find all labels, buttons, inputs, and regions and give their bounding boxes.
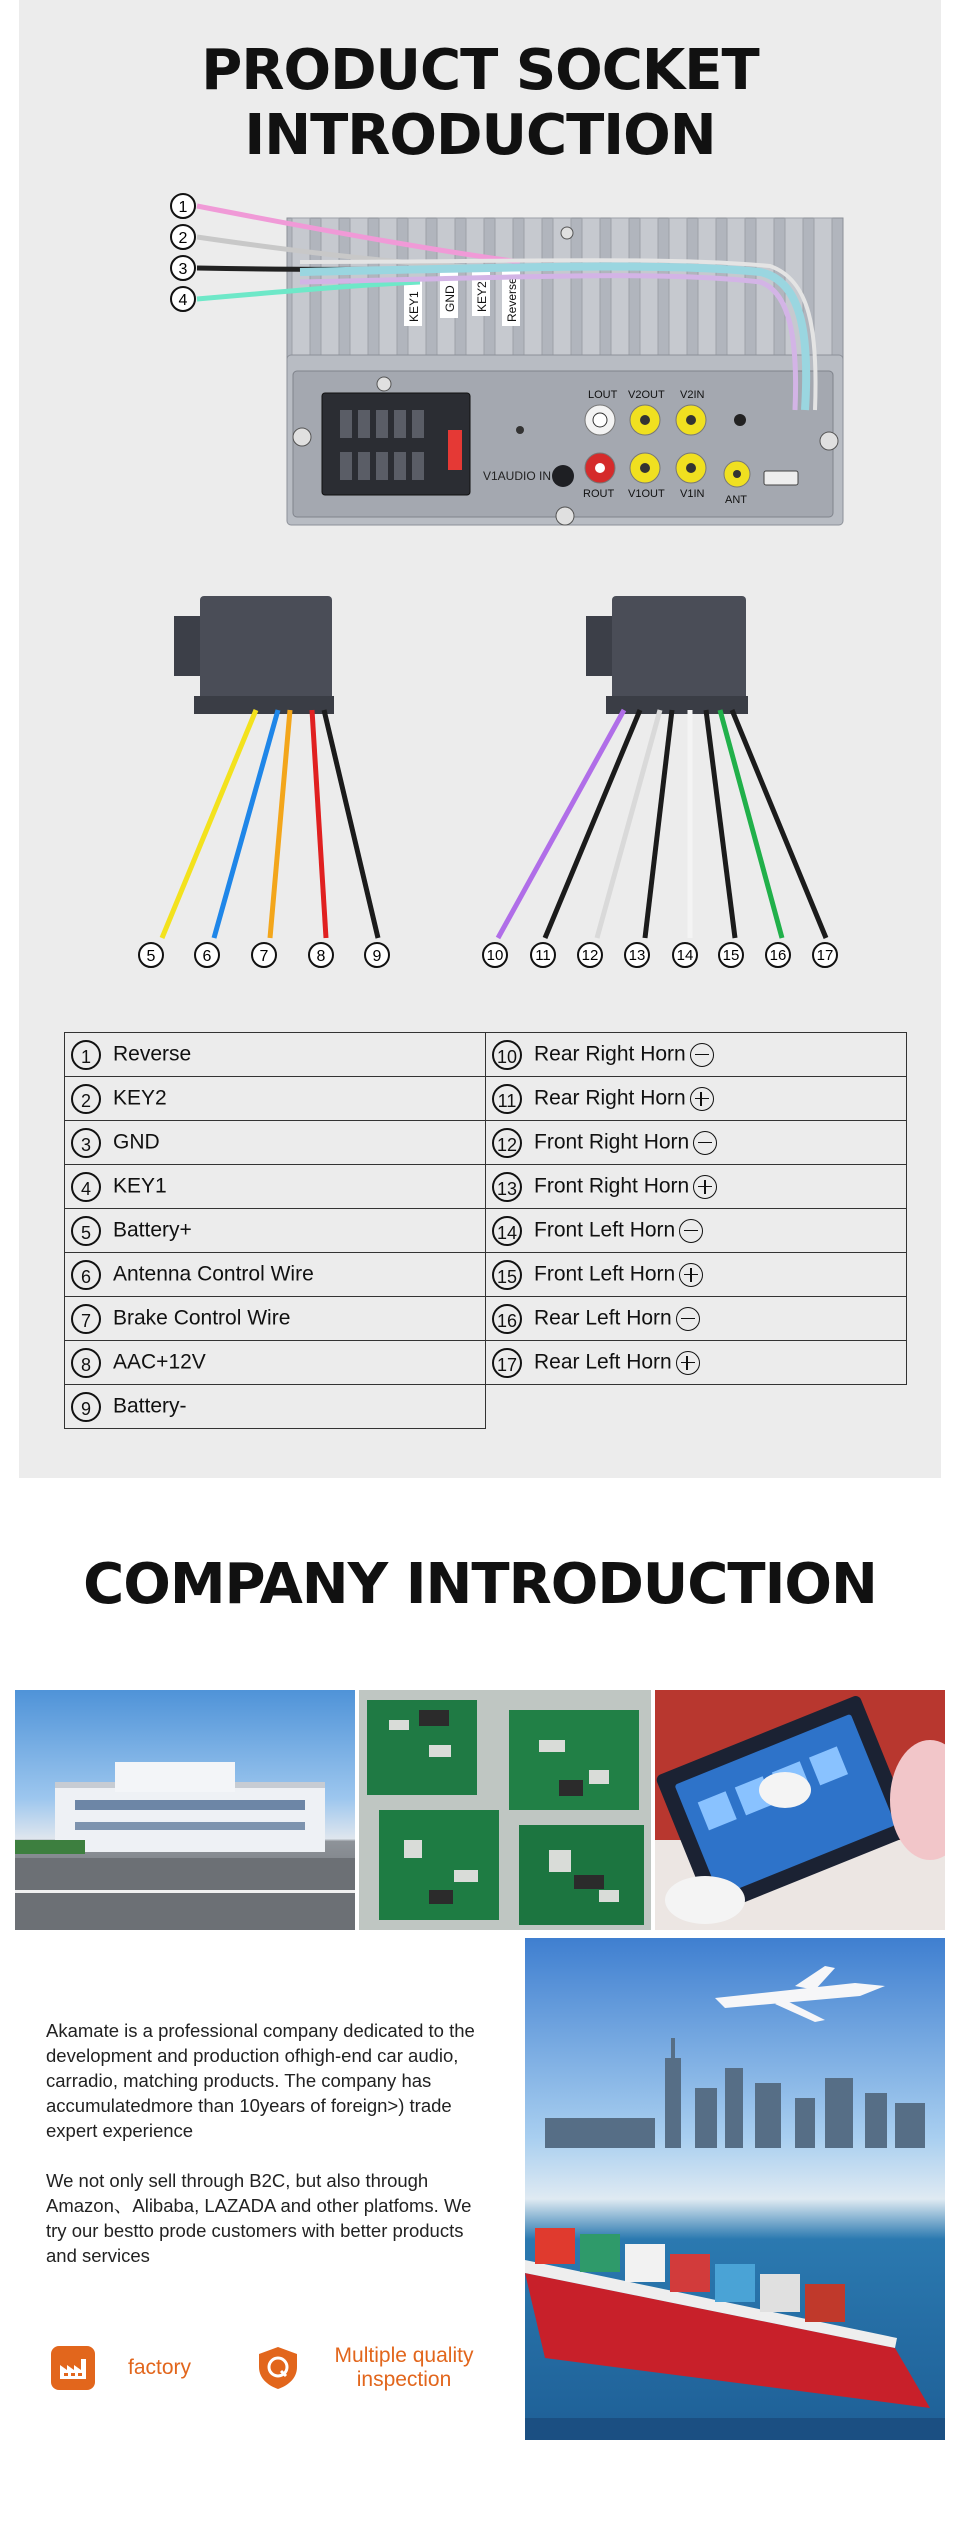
- socket-pin: [376, 452, 388, 480]
- marker-17: 17: [816, 947, 834, 964]
- pin-label: Front Right Horn: [534, 1174, 690, 1198]
- head-unit-diagram: [0, 0, 960, 560]
- label-lout: LOUT: [588, 389, 618, 401]
- pin-label: AAC+12V: [113, 1350, 206, 1374]
- empty-cell: [486, 1385, 907, 1429]
- heatsink-fin: [582, 218, 600, 358]
- table-row: [65, 1033, 907, 1077]
- company-description-1: Akamate is a professional company dedicated to the development and production ofhigh-end car audio, carradio, matching products. The company has accumulatedmore than 10years of foreign>) trade expert experience: [46, 2020, 475, 2141]
- pin-cell: [486, 1165, 907, 1209]
- pin-label: KEY2: [113, 1086, 167, 1110]
- minus-icon: [679, 1219, 703, 1243]
- socket-pin: [394, 410, 406, 438]
- top-markers: [171, 194, 195, 311]
- marker-5: 5: [146, 948, 156, 965]
- marker-12: 12: [581, 947, 599, 964]
- pin-number: 9: [71, 1392, 101, 1422]
- label-v2in: V2IN: [680, 389, 705, 401]
- table-row: [65, 1165, 907, 1209]
- pin-cell: [486, 1253, 907, 1297]
- feature-label: Multiple quality inspection: [334, 2344, 474, 2391]
- pin-label: Rear Left Horn: [534, 1306, 672, 1330]
- socket-pin: [376, 410, 388, 438]
- heatsink-fin: [814, 218, 832, 358]
- table-row: [65, 1121, 907, 1165]
- company-description-2: We not only sell through B2C, but also through Amazon、Alibaba, LAZADA and other platfoms. We try our bestto prode customers with better products and services: [46, 2170, 472, 2266]
- marker-14: 14: [676, 947, 694, 964]
- socket-pin: [358, 452, 370, 480]
- socket-pin: [394, 452, 406, 480]
- pin-cell: [486, 1077, 907, 1121]
- feature-label: factory: [128, 2356, 192, 2379]
- left-markers: [139, 943, 389, 967]
- label-rout: ROUT: [583, 488, 615, 500]
- table-row: [65, 1253, 907, 1297]
- pin-number: 8: [71, 1348, 101, 1378]
- minus-icon: [690, 1043, 714, 1067]
- harness-diagram: [0, 560, 960, 1000]
- label-ant: ANT: [725, 494, 747, 506]
- pin-label: Rear Right Horn: [534, 1042, 686, 1066]
- pin-label: KEY1: [113, 1174, 167, 1198]
- pin-number: 16: [492, 1304, 522, 1334]
- heatsink-fin: [727, 218, 745, 358]
- pin-number: 10: [492, 1040, 522, 1070]
- table-row: [65, 1297, 907, 1341]
- pin-label: Front Left Horn: [534, 1262, 676, 1286]
- label-v1audio: V1AUDIO IN: [483, 469, 552, 483]
- shipping-city-photo: [525, 1938, 945, 2440]
- company-section-title: COMPANY INTRODUCTION: [83, 1552, 877, 1617]
- pin-cell: [486, 1121, 907, 1165]
- marker-1: 1: [178, 199, 188, 216]
- label-gnd: GND: [443, 285, 457, 312]
- table-row: [65, 1209, 907, 1253]
- left-wires: [162, 710, 378, 938]
- marker-2: 2: [178, 230, 188, 247]
- pin-label: Rear Left Horn: [534, 1350, 672, 1374]
- socket-pin: [412, 410, 424, 438]
- marker-10: 10: [486, 947, 504, 964]
- label-reverse: Reverse: [505, 277, 519, 322]
- pin-label: Battery+: [113, 1218, 192, 1242]
- pin-cell: [486, 1209, 907, 1253]
- pin-label: Rear Right Horn: [534, 1086, 686, 1110]
- pin-number: 11: [492, 1084, 522, 1114]
- marker-16: 16: [769, 947, 787, 964]
- right-wires: [498, 710, 826, 938]
- pin-number: 3: [71, 1128, 101, 1158]
- plus-icon: [690, 1087, 714, 1111]
- pin-cell: [65, 1297, 486, 1341]
- marker-4: 4: [178, 292, 188, 309]
- pin-number: 13: [492, 1172, 522, 1202]
- marker-11: 11: [535, 947, 551, 964]
- pin-number: 6: [71, 1260, 101, 1290]
- minus-icon: [676, 1307, 700, 1331]
- table-row: [65, 1385, 907, 1429]
- pin-cell: [65, 1121, 486, 1165]
- heatsink-fin: [524, 218, 542, 358]
- pin-label: GND: [113, 1130, 160, 1154]
- right-markers: [483, 943, 837, 967]
- plus-icon: [693, 1175, 717, 1199]
- socket-pin: [358, 410, 370, 438]
- pin-label: Battery-: [113, 1394, 187, 1418]
- pin-cell: [65, 1209, 486, 1253]
- marker-6: 6: [202, 948, 212, 965]
- right-connector: [586, 596, 748, 714]
- factory-icon: [50, 2345, 96, 2391]
- pin-number: 7: [71, 1304, 101, 1334]
- pin-label: Antenna Control Wire: [113, 1262, 314, 1286]
- pin-label: Front Right Horn: [534, 1130, 690, 1154]
- pin-number: 4: [71, 1172, 101, 1202]
- quality-shield-icon: [255, 2345, 301, 2391]
- marker-8: 8: [316, 948, 326, 965]
- pcb-assembly-photo: [359, 1690, 651, 1930]
- table-row: [65, 1077, 907, 1121]
- pin-number: 17: [492, 1348, 522, 1378]
- pin-label: Reverse: [113, 1042, 192, 1066]
- pin-cell: [486, 1033, 907, 1077]
- pin-cell: [65, 1253, 486, 1297]
- heatsink-fin: [669, 218, 687, 358]
- heatsink-fin: [611, 218, 629, 358]
- pin-number: 15: [492, 1260, 522, 1290]
- pin-cell: [65, 1077, 486, 1121]
- pin-number: 2: [71, 1084, 101, 1114]
- feature-quality-inspection: [255, 2338, 489, 2398]
- label-key1: KEY1: [407, 291, 421, 322]
- socket-pin: [412, 452, 424, 480]
- socket-pin: [340, 452, 352, 480]
- pin-label: Brake Control Wire: [113, 1306, 291, 1330]
- left-connector: [174, 596, 334, 714]
- plus-icon: [676, 1351, 700, 1375]
- pin-cell: [65, 1033, 486, 1077]
- factory-building-photo: [15, 1690, 355, 1930]
- pin-cell: [65, 1341, 486, 1385]
- label-key2: KEY2: [475, 281, 489, 312]
- pin-cell: [65, 1385, 486, 1429]
- label-v2out: V2OUT: [628, 389, 665, 401]
- pin-label: Front Left Horn: [534, 1218, 676, 1242]
- pin-number: 1: [71, 1040, 101, 1070]
- pin-number: 12: [492, 1128, 522, 1158]
- heatsink-fin: [640, 218, 658, 358]
- heatsink-fin: [698, 218, 716, 358]
- label-v1in: V1IN: [680, 488, 705, 500]
- socket-section-title: PRODUCT SOCKET INTRODUCTION: [201, 38, 759, 168]
- pin-number: 14: [492, 1216, 522, 1246]
- marker-3: 3: [178, 261, 188, 278]
- socket-pin: [340, 410, 352, 438]
- pin-cell: [486, 1297, 907, 1341]
- quality-test-photo: [655, 1690, 945, 1930]
- marker-9: 9: [372, 948, 382, 965]
- marker-15: 15: [722, 947, 740, 964]
- pin-cell: [486, 1341, 907, 1385]
- pin-cell: [65, 1165, 486, 1209]
- feature-factory: [50, 2338, 191, 2398]
- table-row: [65, 1341, 907, 1385]
- marker-7: 7: [259, 948, 269, 965]
- plus-icon: [679, 1263, 703, 1287]
- marker-13: 13: [628, 947, 646, 964]
- label-v1out: V1OUT: [628, 488, 665, 500]
- pin-number: 5: [71, 1216, 101, 1246]
- minus-icon: [693, 1131, 717, 1155]
- pin-table: [64, 1032, 907, 1429]
